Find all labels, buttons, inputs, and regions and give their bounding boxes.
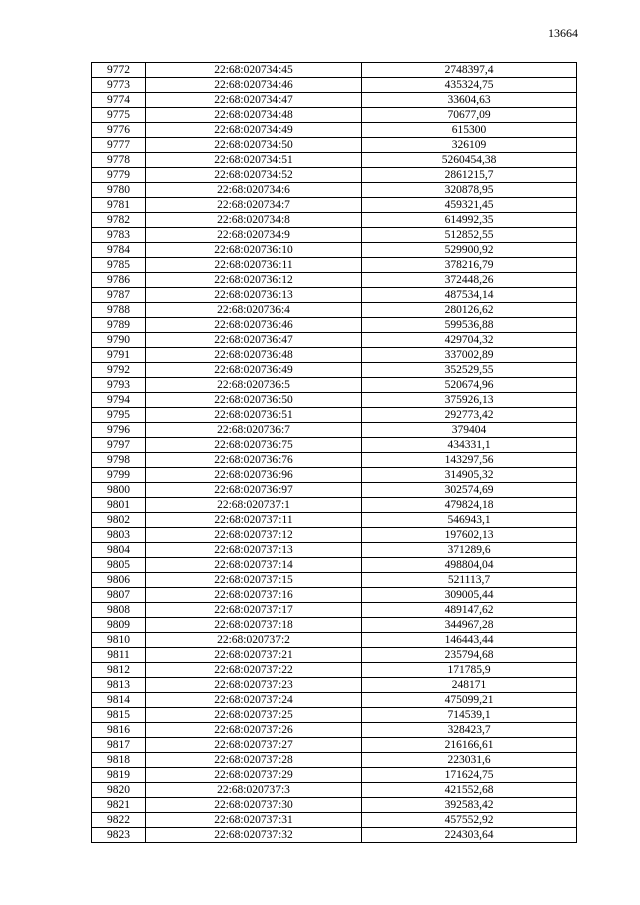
row-number-cell: 9809 xyxy=(92,618,146,633)
table-row xyxy=(92,408,577,423)
value-cell: 309005,44 xyxy=(362,588,577,603)
cadastral-number-cell: 22:68:020734:6 xyxy=(146,183,362,198)
row-number-cell: 9814 xyxy=(92,693,146,708)
value-cell: 224303,64 xyxy=(362,828,577,843)
table-row xyxy=(92,588,577,603)
cadastral-number-cell: 22:68:020737:25 xyxy=(146,708,362,723)
value-cell: 33604,63 xyxy=(362,93,577,108)
row-number-cell: 9801 xyxy=(92,498,146,513)
table-row xyxy=(92,498,577,513)
value-cell: 714539,1 xyxy=(362,708,577,723)
value-cell: 171785,9 xyxy=(362,663,577,678)
table-row xyxy=(92,393,577,408)
value-cell: 223031,6 xyxy=(362,753,577,768)
cadastral-number-cell: 22:68:020734:46 xyxy=(146,78,362,93)
table-row xyxy=(92,453,577,468)
cadastral-number-cell: 22:68:020737:17 xyxy=(146,603,362,618)
table-row xyxy=(92,573,577,588)
row-number-cell: 9802 xyxy=(92,513,146,528)
row-number-cell: 9804 xyxy=(92,543,146,558)
cadastral-number-cell: 22:68:020737:30 xyxy=(146,798,362,813)
cadastral-number-cell: 22:68:020737:11 xyxy=(146,513,362,528)
value-cell: 326109 xyxy=(362,138,577,153)
value-cell: 143297,56 xyxy=(362,453,577,468)
value-cell: 235794,68 xyxy=(362,648,577,663)
row-number-cell: 9789 xyxy=(92,318,146,333)
row-number-cell: 9798 xyxy=(92,453,146,468)
value-cell: 429704,32 xyxy=(362,333,577,348)
value-cell: 2861215,7 xyxy=(362,168,577,183)
row-number-cell: 9807 xyxy=(92,588,146,603)
table-row xyxy=(92,78,577,93)
row-number-cell: 9782 xyxy=(92,213,146,228)
row-number-cell: 9821 xyxy=(92,798,146,813)
table-row xyxy=(92,243,577,258)
row-number-cell: 9820 xyxy=(92,783,146,798)
cadastral-number-cell: 22:68:020737:3 xyxy=(146,783,362,798)
row-number-cell: 9790 xyxy=(92,333,146,348)
value-cell: 197602,13 xyxy=(362,528,577,543)
row-number-cell: 9806 xyxy=(92,573,146,588)
row-number-cell: 9823 xyxy=(92,828,146,843)
cadastral-number-cell: 22:68:020734:8 xyxy=(146,213,362,228)
value-cell: 248171 xyxy=(362,678,577,693)
value-cell: 292773,42 xyxy=(362,408,577,423)
value-cell: 512852,55 xyxy=(362,228,577,243)
cadastral-number-cell: 22:68:020736:46 xyxy=(146,318,362,333)
row-number-cell: 9777 xyxy=(92,138,146,153)
table-row xyxy=(92,783,577,798)
table-row xyxy=(92,333,577,348)
row-number-cell: 9815 xyxy=(92,708,146,723)
row-number-cell: 9781 xyxy=(92,198,146,213)
cadastral-number-cell: 22:68:020737:13 xyxy=(146,543,362,558)
cadastral-number-cell: 22:68:020736:10 xyxy=(146,243,362,258)
value-cell: 615300 xyxy=(362,123,577,138)
table-row xyxy=(92,663,577,678)
value-cell: 146443,44 xyxy=(362,633,577,648)
row-number-cell: 9776 xyxy=(92,123,146,138)
cadastral-number-cell: 22:68:020737:14 xyxy=(146,558,362,573)
table-row xyxy=(92,288,577,303)
table-row xyxy=(92,168,577,183)
table-row xyxy=(92,123,577,138)
value-cell: 5260454,38 xyxy=(362,153,577,168)
value-cell: 328423,7 xyxy=(362,723,577,738)
value-cell: 392583,42 xyxy=(362,798,577,813)
table-row xyxy=(92,63,577,78)
table-row xyxy=(92,813,577,828)
row-number-cell: 9803 xyxy=(92,528,146,543)
table-row xyxy=(92,423,577,438)
table-row xyxy=(92,828,577,843)
table-row xyxy=(92,483,577,498)
cadastral-number-cell: 22:68:020736:49 xyxy=(146,363,362,378)
cadastral-number-cell: 22:68:020736:76 xyxy=(146,453,362,468)
row-number-cell: 9805 xyxy=(92,558,146,573)
value-cell: 487534,14 xyxy=(362,288,577,303)
table-row xyxy=(92,303,577,318)
table-row xyxy=(92,738,577,753)
row-number-cell: 9780 xyxy=(92,183,146,198)
table-row xyxy=(92,618,577,633)
table-row xyxy=(92,753,577,768)
cadastral-number-cell: 22:68:020737:12 xyxy=(146,528,362,543)
row-number-cell: 9797 xyxy=(92,438,146,453)
value-cell: 372448,26 xyxy=(362,273,577,288)
value-cell: 70677,09 xyxy=(362,108,577,123)
value-cell: 344967,28 xyxy=(362,618,577,633)
page-number: 13664 xyxy=(548,26,578,40)
value-cell: 599536,88 xyxy=(362,318,577,333)
cadastral-number-cell: 22:68:020737:29 xyxy=(146,768,362,783)
table-row xyxy=(92,183,577,198)
row-number-cell: 9818 xyxy=(92,753,146,768)
value-cell: 378216,79 xyxy=(362,258,577,273)
cadastral-number-cell: 22:68:020736:7 xyxy=(146,423,362,438)
table-row xyxy=(92,138,577,153)
cadastral-number-cell: 22:68:020734:52 xyxy=(146,168,362,183)
cadastral-number-cell: 22:68:020736:11 xyxy=(146,258,362,273)
value-cell: 171624,75 xyxy=(362,768,577,783)
table-row xyxy=(92,768,577,783)
value-cell: 479824,18 xyxy=(362,498,577,513)
table-row xyxy=(92,648,577,663)
value-cell: 521113,7 xyxy=(362,573,577,588)
cadastral-number-cell: 22:68:020734:50 xyxy=(146,138,362,153)
table-row xyxy=(92,363,577,378)
row-number-cell: 9795 xyxy=(92,408,146,423)
table-row xyxy=(92,603,577,618)
cadastral-number-cell: 22:68:020737:15 xyxy=(146,573,362,588)
row-number-cell: 9775 xyxy=(92,108,146,123)
cadastral-number-cell: 22:68:020734:47 xyxy=(146,93,362,108)
value-cell: 489147,62 xyxy=(362,603,577,618)
table-row xyxy=(92,798,577,813)
value-cell: 498804,04 xyxy=(362,558,577,573)
table-row xyxy=(92,558,577,573)
table-row xyxy=(92,108,577,123)
cadastral-number-cell: 22:68:020736:50 xyxy=(146,393,362,408)
row-number-cell: 9816 xyxy=(92,723,146,738)
cadastral-number-cell: 22:68:020736:47 xyxy=(146,333,362,348)
row-number-cell: 9785 xyxy=(92,258,146,273)
value-cell: 302574,69 xyxy=(362,483,577,498)
cadastral-number-cell: 22:68:020736:13 xyxy=(146,288,362,303)
cadastral-number-cell: 22:68:020734:9 xyxy=(146,228,362,243)
value-cell: 614992,35 xyxy=(362,213,577,228)
table-row xyxy=(92,228,577,243)
row-number-cell: 9774 xyxy=(92,93,146,108)
row-number-cell: 9811 xyxy=(92,648,146,663)
value-cell: 475099,21 xyxy=(362,693,577,708)
cadastral-number-cell: 22:68:020736:51 xyxy=(146,408,362,423)
value-cell: 546943,1 xyxy=(362,513,577,528)
value-cell: 216166,61 xyxy=(362,738,577,753)
cadastral-number-cell: 22:68:020737:31 xyxy=(146,813,362,828)
table-row xyxy=(92,543,577,558)
table-row xyxy=(92,513,577,528)
value-cell: 421552,68 xyxy=(362,783,577,798)
table-row xyxy=(92,678,577,693)
cadastral-number-cell: 22:68:020737:2 xyxy=(146,633,362,648)
value-cell: 314905,32 xyxy=(362,468,577,483)
cadastral-number-cell: 22:68:020734:45 xyxy=(146,63,362,78)
cadastral-number-cell: 22:68:020737:16 xyxy=(146,588,362,603)
row-number-cell: 9819 xyxy=(92,768,146,783)
cadastral-number-cell: 22:68:020736:97 xyxy=(146,483,362,498)
value-cell: 379404 xyxy=(362,423,577,438)
row-number-cell: 9793 xyxy=(92,378,146,393)
cadastral-number-cell: 22:68:020736:75 xyxy=(146,438,362,453)
row-number-cell: 9817 xyxy=(92,738,146,753)
row-number-cell: 9784 xyxy=(92,243,146,258)
value-cell: 375926,13 xyxy=(362,393,577,408)
row-number-cell: 9778 xyxy=(92,153,146,168)
table-row xyxy=(92,468,577,483)
row-number-cell: 9779 xyxy=(92,168,146,183)
row-number-cell: 9773 xyxy=(92,78,146,93)
cadastral-number-cell: 22:68:020737:27 xyxy=(146,738,362,753)
cadastral-number-cell: 22:68:020736:96 xyxy=(146,468,362,483)
cadastral-number-cell: 22:68:020734:48 xyxy=(146,108,362,123)
value-cell: 337002,89 xyxy=(362,348,577,363)
row-number-cell: 9787 xyxy=(92,288,146,303)
row-number-cell: 9791 xyxy=(92,348,146,363)
value-cell: 2748397,4 xyxy=(362,63,577,78)
cadastral-number-cell: 22:68:020737:24 xyxy=(146,693,362,708)
table-row xyxy=(92,348,577,363)
table-body xyxy=(92,63,577,843)
cadastral-number-cell: 22:68:020734:51 xyxy=(146,153,362,168)
cadastral-number-cell: 22:68:020737:22 xyxy=(146,663,362,678)
table-row xyxy=(92,378,577,393)
data-table-container xyxy=(91,62,577,843)
table-row xyxy=(92,198,577,213)
table-row xyxy=(92,693,577,708)
cadastral-number-cell: 22:68:020737:28 xyxy=(146,753,362,768)
row-number-cell: 9796 xyxy=(92,423,146,438)
row-number-cell: 9808 xyxy=(92,603,146,618)
row-number-cell: 9794 xyxy=(92,393,146,408)
cadastral-number-cell: 22:68:020737:26 xyxy=(146,723,362,738)
value-cell: 352529,55 xyxy=(362,363,577,378)
table-row xyxy=(92,273,577,288)
row-number-cell: 9800 xyxy=(92,483,146,498)
cadastral-number-cell: 22:68:020737:18 xyxy=(146,618,362,633)
table-row xyxy=(92,318,577,333)
row-number-cell: 9786 xyxy=(92,273,146,288)
row-number-cell: 9788 xyxy=(92,303,146,318)
value-cell: 280126,62 xyxy=(362,303,577,318)
cadastral-number-cell: 22:68:020734:49 xyxy=(146,123,362,138)
value-cell: 459321,45 xyxy=(362,198,577,213)
table-row xyxy=(92,213,577,228)
table-row xyxy=(92,528,577,543)
value-cell: 434331,1 xyxy=(362,438,577,453)
row-number-cell: 9822 xyxy=(92,813,146,828)
table-row xyxy=(92,93,577,108)
table-row xyxy=(92,723,577,738)
value-cell: 457552,92 xyxy=(362,813,577,828)
cadastral-number-cell: 22:68:020737:32 xyxy=(146,828,362,843)
table-row xyxy=(92,153,577,168)
cadastral-number-cell: 22:68:020736:12 xyxy=(146,273,362,288)
value-cell: 520674,96 xyxy=(362,378,577,393)
row-number-cell: 9772 xyxy=(92,63,146,78)
table-row xyxy=(92,438,577,453)
cadastral-number-cell: 22:68:020737:1 xyxy=(146,498,362,513)
value-cell: 435324,75 xyxy=(362,78,577,93)
cadastral-number-cell: 22:68:020737:23 xyxy=(146,678,362,693)
row-number-cell: 9812 xyxy=(92,663,146,678)
row-number-cell: 9810 xyxy=(92,633,146,648)
table-row xyxy=(92,708,577,723)
cadastral-number-cell: 22:68:020736:5 xyxy=(146,378,362,393)
row-number-cell: 9813 xyxy=(92,678,146,693)
value-cell: 371289,6 xyxy=(362,543,577,558)
cadastral-number-cell: 22:68:020734:7 xyxy=(146,198,362,213)
row-number-cell: 9799 xyxy=(92,468,146,483)
cadastral-number-cell: 22:68:020736:4 xyxy=(146,303,362,318)
cadastral-number-cell: 22:68:020736:48 xyxy=(146,348,362,363)
table-row xyxy=(92,258,577,273)
value-cell: 529900,92 xyxy=(362,243,577,258)
table-row xyxy=(92,633,577,648)
value-cell: 320878,95 xyxy=(362,183,577,198)
cadastral-number-cell: 22:68:020737:21 xyxy=(146,648,362,663)
row-number-cell: 9783 xyxy=(92,228,146,243)
row-number-cell: 9792 xyxy=(92,363,146,378)
data-table xyxy=(91,62,577,843)
